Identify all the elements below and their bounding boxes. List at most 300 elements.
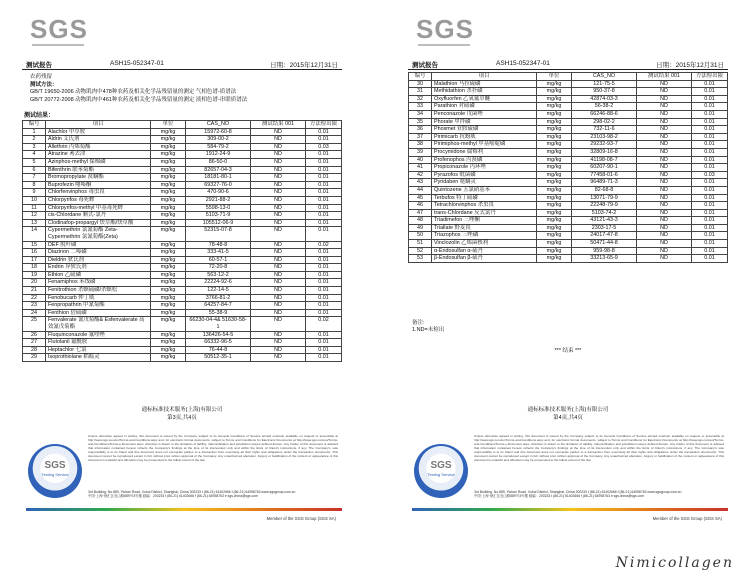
table-row: [23, 136, 342, 144]
cell-result: ND: [637, 133, 692, 141]
cell-unit: mg/kg: [537, 88, 572, 96]
cell-cas: 5598-13-0: [186, 204, 251, 212]
cell-cas: 122-14-5: [186, 287, 251, 295]
cell-cas: 55-38-9: [186, 309, 251, 317]
cell-unit: mg/kg: [537, 255, 572, 263]
cell-no: 31: [409, 88, 432, 96]
cell-no: 7: [23, 174, 46, 182]
cell-unit: mg/kg: [151, 136, 186, 144]
cell-item: Fenobucarb 仲丁威: [46, 294, 151, 302]
cell-no: 33: [409, 103, 432, 111]
table-row: [409, 148, 728, 156]
fine-print: Unless otherwise agreed in writing, this document is issued by the Company subject to its General Conditions of Service printed overleaf, available on request or accessible at http://www.sgs.com/en/Terms-and-Conditions.aspx and, for electronic format documents, subject to Terms and Conditions for Electronic Documents at http://www.sgs.com/en/Terms-and-Conditions/Terms-e-Document.aspx. Attention is drawn to the limitation of liability, indemnification and jurisdiction issues defined therein. Any holder of this document is advised that information contained hereon reflects the Company's findings at the time of its intervention only and within the limits of Client's instructions, if any. The Company's sole responsibility is to its Client and this document does not exonerate parties to a transaction from exercising all their rights and obligations under the transaction documents. This document cannot be reproduced except in full, without prior written approval of the Company. Any unauthorized alteration, forgery or falsification of the content or appearance of this document is unlawful and offenders may be prosecuted to the fullest extent of the law.: [88, 434, 338, 462]
cell-mdl: 0.01: [692, 164, 728, 172]
table-row: [23, 151, 342, 159]
cell-result: ND: [251, 354, 306, 362]
company-footer: [22, 406, 342, 422]
cell-unit: mg/kg: [537, 156, 572, 164]
report-title: 测试报告: [26, 62, 52, 69]
address-en: 3rd Building, No.889, Yishan Road, Xuhui District, Shanghai, China 200233 t (86-21) 61402666 f (86-21) 64958763 www.sgsgroup.com.cn: [474, 490, 682, 494]
header-divider: [22, 69, 342, 70]
cell-mdl: 0.03: [692, 171, 728, 179]
cell-no: 22: [23, 294, 46, 302]
cell-no: 8: [23, 181, 46, 189]
cell-no: 21: [23, 287, 46, 295]
cell-cas: 298-02-2: [572, 118, 637, 126]
table-row: [23, 196, 342, 204]
cell-mdl: 0.01: [306, 279, 342, 287]
cell-result: ND: [637, 156, 692, 164]
cell-no: 35: [409, 118, 432, 126]
cell-no: 43: [409, 179, 432, 187]
cell-item: Bromopropylate 溴螨酯: [46, 174, 151, 182]
cell-unit: mg/kg: [151, 128, 186, 136]
table-row: [409, 110, 728, 118]
table-row: [409, 202, 728, 210]
table-row: [23, 189, 342, 197]
cell-item: Pyridaben 哒螨灵: [432, 179, 537, 187]
cell-unit: mg/kg: [151, 196, 186, 204]
cell-cas: 5103-71-9: [186, 212, 251, 220]
cell-result: ND: [637, 118, 692, 126]
cell-item: Fenitrothion 杀螟硫磷/杀螟松: [46, 287, 151, 295]
table-row: [409, 171, 728, 179]
table-row: [409, 126, 728, 134]
cell-item: α-Endosulfan α-硫丹: [432, 247, 537, 255]
cell-cas: 64257-84-7: [186, 302, 251, 310]
cell-mdl: 0.01: [692, 103, 728, 111]
sgs-logo: SGS: [30, 14, 88, 44]
cell-cas: 82-68-8: [572, 186, 637, 194]
cell-no: 38: [409, 141, 432, 149]
cell-item: Fluquinconazole 氟喹唑: [46, 331, 151, 339]
cell-item: Profenophos 丙溴磷: [432, 156, 537, 164]
cell-item: Chlorfenvinphos 毒虫畏: [46, 189, 151, 197]
logo-underline: [418, 44, 470, 46]
col-result: 测试结果 001: [251, 121, 306, 129]
table-row: [409, 95, 728, 103]
cell-cas: 66246-88-6: [572, 110, 637, 118]
cell-result: ND: [251, 227, 306, 241]
color-bar: [26, 508, 342, 511]
cell-unit: mg/kg: [537, 179, 572, 187]
cell-result: ND: [637, 232, 692, 240]
cell-mdl: 0.01: [692, 88, 728, 96]
cell-mdl: 0.01: [306, 174, 342, 182]
cell-result: ND: [637, 171, 692, 179]
cell-no: 29: [23, 354, 46, 362]
cell-mdl: 0.01: [306, 264, 342, 272]
cell-unit: mg/kg: [151, 143, 186, 151]
table-row: [23, 143, 342, 151]
cell-mdl: 0.01: [306, 271, 342, 279]
table-row: [409, 103, 728, 111]
table-row: [23, 271, 342, 279]
cell-result: ND: [251, 158, 306, 166]
cell-mdl: 0.01: [306, 181, 342, 189]
cell-mdl: 0.01: [692, 202, 728, 210]
cell-mdl: 0.01: [692, 126, 728, 134]
col-cas: CAS_NO: [186, 121, 251, 129]
cell-cas: 732-11-6: [572, 126, 637, 134]
table-row: [409, 194, 728, 202]
table-row: [23, 331, 342, 339]
cell-item: Pyrazofos 吡菌磷: [432, 171, 537, 179]
cell-result: ND: [251, 143, 306, 151]
table-header-row: [23, 121, 342, 129]
cell-result: ND: [251, 339, 306, 347]
cell-result: ND: [251, 128, 306, 136]
cell-no: 23: [23, 302, 46, 310]
cell-item: Bifenthrin 联苯菊酯: [46, 166, 151, 174]
table-row: [23, 181, 342, 189]
cell-no: 9: [23, 189, 46, 197]
cell-item: Phorate 甲拌磷: [432, 118, 537, 126]
method-label: 测试方法：: [30, 81, 58, 88]
cell-result: ND: [637, 186, 692, 194]
cell-mdl: 0.01: [692, 209, 728, 217]
cell-unit: mg/kg: [151, 174, 186, 182]
cell-mdl: 0.01: [692, 179, 728, 187]
cell-cas: 66332-96-5: [186, 339, 251, 347]
cell-unit: mg/kg: [151, 287, 186, 295]
cell-result: ND: [637, 194, 692, 202]
cell-item: Azinphos-methyl 保棉磷: [46, 158, 151, 166]
cell-unit: mg/kg: [151, 204, 186, 212]
cell-cas: 78-48-8: [186, 241, 251, 249]
cell-cas: 76-44-8: [186, 346, 251, 354]
address-block: [88, 490, 338, 498]
cell-unit: mg/kg: [151, 339, 186, 347]
cell-cas: 29232-93-7: [572, 141, 637, 149]
cell-cas: 69327-76-0: [186, 181, 251, 189]
cell-cas: 86-50-0: [186, 158, 251, 166]
table-row: [409, 80, 728, 88]
cell-no: 20: [23, 279, 46, 287]
sample-label: 农药残留: [30, 74, 53, 80]
address-cn: 中国·上海·徐汇区宜山路889号3号楼 邮编：200233 t (86-21) 61402666 f (86-21) 64958763 e sgs.china@sgs.com: [88, 494, 259, 499]
cell-unit: mg/kg: [537, 95, 572, 103]
table-row: [23, 339, 342, 347]
cell-mdl: 0.01: [306, 166, 342, 174]
address-cn: 中国·上海·徐汇区宜山路889号3号楼 邮编：200233 t (86-21) 61402666 f (86-21) 64958763 e sgs.china@sgs.com: [474, 494, 645, 499]
cell-cas: 60-57-1: [186, 256, 251, 264]
cell-unit: mg/kg: [151, 227, 186, 241]
table-row: [23, 279, 342, 287]
cell-result: ND: [637, 126, 692, 134]
table-row: [409, 255, 728, 263]
cell-unit: mg/kg: [537, 80, 572, 88]
cell-item: Flutolanil 氟酰胺: [46, 339, 151, 347]
cell-cas: 2303-17-5: [572, 224, 637, 232]
cell-no: 25: [23, 317, 46, 331]
cell-unit: mg/kg: [537, 141, 572, 149]
cell-unit: mg/kg: [151, 256, 186, 264]
cell-unit: mg/kg: [151, 166, 186, 174]
col-unit: 单位: [537, 73, 572, 81]
cell-item: Chlorpyrifos-methyl 甲基毒死蜱: [46, 204, 151, 212]
cell-mdl: 0.01: [692, 224, 728, 232]
cell-unit: mg/kg: [537, 110, 572, 118]
cell-mdl: 0.01: [692, 255, 728, 263]
cell-item: Terbufos 特丁硫磷: [432, 194, 537, 202]
cell-result: ND: [251, 302, 306, 310]
cell-item: Pirimicarb 抗蚜威: [432, 133, 537, 141]
cell-mdl: 0.01: [692, 141, 728, 149]
cell-mdl: 0.01: [306, 227, 342, 241]
cell-no: 36: [409, 126, 432, 134]
cell-cas: 959-98-8: [572, 247, 637, 255]
cell-unit: mg/kg: [151, 317, 186, 331]
cell-cas: 13071-79-9: [572, 194, 637, 202]
cell-item: Triazophos 三唑磷: [432, 232, 537, 240]
cell-unit: mg/kg: [151, 294, 186, 302]
cell-result: ND: [251, 241, 306, 249]
cell-item: trans-Chlordane 反式氯丹: [432, 209, 537, 217]
report-date: 日期：2015年12月31日: [270, 62, 338, 69]
cell-item: DEF 脱叶磷: [46, 241, 151, 249]
table-row: [409, 164, 728, 172]
cell-no: 1: [23, 128, 46, 136]
cell-item: Endrin 异狄氏剂: [46, 264, 151, 272]
cell-result: ND: [251, 181, 306, 189]
cell-item: Fenpropathrin 甲氰菊酯: [46, 302, 151, 310]
report-page-4: [408, 8, 728, 553]
signature-text: Nimicollagen: [615, 555, 734, 571]
cell-no: 18: [23, 264, 46, 272]
cell-result: ND: [251, 346, 306, 354]
cell-no: 41: [409, 164, 432, 172]
table-row: [23, 309, 342, 317]
cell-cas: 43121-43-3: [572, 217, 637, 225]
report-title: 测试报告: [412, 62, 438, 69]
cell-no: 19: [23, 271, 46, 279]
cell-result: ND: [637, 103, 692, 111]
cell-unit: mg/kg: [537, 103, 572, 111]
cell-result: ND: [251, 331, 306, 339]
cell-unit: mg/kg: [537, 186, 572, 194]
cell-item: Phosmet 亚胺硫磷: [432, 126, 537, 134]
table-row: [409, 88, 728, 96]
table-row: [409, 156, 728, 164]
seal-text: SGS: [430, 460, 452, 471]
cell-item: Tetrachlorvinphos 杀虫畏: [432, 202, 537, 210]
cell-mdl: 0.01: [306, 256, 342, 264]
cell-mdl: 0.01: [692, 194, 728, 202]
cell-cas: 24017-47-8: [572, 232, 637, 240]
sgs-seal-icon: [414, 444, 468, 498]
cell-no: 37: [409, 133, 432, 141]
table-row: [23, 212, 342, 220]
cell-no: 30: [409, 80, 432, 88]
cell-result: ND: [637, 110, 692, 118]
company-footer: [408, 406, 728, 422]
cell-mdl: 0.01: [306, 204, 342, 212]
cell-mdl: 0.01: [306, 331, 342, 339]
cell-cas: 50512-35-1: [186, 354, 251, 362]
note-label: 备注:: [412, 320, 425, 326]
cell-result: ND: [637, 217, 692, 225]
cell-cas: 32809-16-8: [572, 148, 637, 156]
cell-item: Buprofezin 噻嗪酮: [46, 181, 151, 189]
cell-unit: mg/kg: [151, 331, 186, 339]
cell-item: Fenvalerate 氰戊菊酯& Esfenvalerate 高效氰戊菊酯: [46, 317, 151, 331]
col-mdl: 方法检出限: [306, 121, 342, 129]
cell-mdl: 0.01: [692, 95, 728, 103]
address-block: [474, 490, 724, 498]
header-divider: [408, 69, 728, 70]
cell-result: ND: [251, 212, 306, 220]
col-item: 项目: [46, 121, 151, 129]
company-name: 通标标准技术服务(上海)有限公司: [141, 407, 223, 413]
table-row: [409, 232, 728, 240]
cell-result: ND: [637, 202, 692, 210]
cell-item: Ethion 乙硫磷: [46, 271, 151, 279]
cell-no: 13: [23, 219, 46, 227]
table-row: [23, 158, 342, 166]
cell-no: 24: [23, 309, 46, 317]
cell-unit: mg/kg: [151, 271, 186, 279]
seal-text: SGS: [44, 460, 66, 471]
cell-mdl: 0.01: [306, 302, 342, 310]
cell-item: Clodinafop-propargyl 炔草酯/炔草酸: [46, 219, 151, 227]
cell-item: Fenthion 倍硫磷: [46, 309, 151, 317]
cell-mdl: 0.01: [306, 158, 342, 166]
cell-mdl: 0.01: [306, 309, 342, 317]
cell-mdl: 0.01: [692, 80, 728, 88]
cell-unit: mg/kg: [537, 217, 572, 225]
sgs-footer: [408, 430, 728, 540]
cell-no: 15: [23, 241, 46, 249]
cell-unit: mg/kg: [537, 247, 572, 255]
cell-mdl: 0.01: [306, 196, 342, 204]
cell-result: ND: [251, 204, 306, 212]
cell-result: ND: [637, 141, 692, 149]
cell-no: 50: [409, 232, 432, 240]
table-row: [23, 174, 342, 182]
cell-unit: mg/kg: [537, 126, 572, 134]
cell-mdl: 0.01: [692, 118, 728, 126]
cell-mdl: 0.01: [692, 133, 728, 141]
table-row: [23, 219, 342, 227]
cell-unit: mg/kg: [151, 354, 186, 362]
cell-result: ND: [251, 256, 306, 264]
company-name: 通标标准技术服务(上海)有限公司: [527, 407, 609, 413]
cell-result: ND: [251, 136, 306, 144]
cell-mdl: 0.01: [692, 240, 728, 248]
seal-subtext: Testing Service: [41, 472, 69, 477]
table-row: [409, 240, 728, 248]
cell-no: 27: [23, 339, 46, 347]
cell-mdl: 0.01: [692, 156, 728, 164]
results-table-left: [22, 110, 342, 362]
cell-mdl: 0.01: [306, 128, 342, 136]
cell-result: ND: [251, 174, 306, 182]
cell-item: Allethrin 丙烯菊酯: [46, 143, 151, 151]
table-row: [409, 217, 728, 225]
report-date: 日期：2015年12月31日: [656, 62, 724, 69]
table-row: [409, 224, 728, 232]
cell-no: 16: [23, 249, 46, 257]
cell-cas: 22224-92-6: [186, 279, 251, 287]
table-row: [23, 354, 342, 362]
cell-result: ND: [251, 166, 306, 174]
cell-item: Penconazole 戊菌唑: [432, 110, 537, 118]
member-text: Member of the SGS Group (SGS SA): [652, 516, 722, 521]
cell-cas: 333-41-5: [186, 249, 251, 257]
cell-no: 45: [409, 194, 432, 202]
cell-mdl: 0.01: [692, 148, 728, 156]
table-row: [23, 256, 342, 264]
cell-no: 6: [23, 166, 46, 174]
result-label: 测试结果：: [24, 113, 55, 119]
cell-unit: mg/kg: [151, 241, 186, 249]
cell-no: 12: [23, 212, 46, 220]
cell-item: Cypermethrin 氯氰菊酯 Zeta-Cypermethrin 氯氰菊酯(Zeta): [46, 227, 151, 241]
cell-unit: mg/kg: [151, 309, 186, 317]
table-row: [23, 204, 342, 212]
cell-mdl: 0.01: [692, 247, 728, 255]
table-row: [23, 264, 342, 272]
cell-item: Methidathion 杀扑磷: [432, 88, 537, 96]
cell-result: ND: [637, 209, 692, 217]
col-item: 项目: [432, 73, 537, 81]
cell-item: Dieldrin 狄氏剂: [46, 256, 151, 264]
table-row: [23, 241, 342, 249]
cell-no: 3: [23, 143, 46, 151]
cell-no: 32: [409, 95, 432, 103]
cell-cas: 15972-60-8: [186, 128, 251, 136]
cell-unit: mg/kg: [537, 164, 572, 172]
cell-unit: mg/kg: [537, 171, 572, 179]
cell-cas: 563-12-2: [186, 271, 251, 279]
sgs-logo: SGS: [416, 14, 474, 44]
cell-unit: mg/kg: [151, 189, 186, 197]
cell-cas: 950-37-8: [572, 88, 637, 96]
table-row: [23, 227, 342, 241]
logo-underline: [32, 44, 84, 46]
cell-no: 17: [23, 256, 46, 264]
sgs-seal-icon: [28, 444, 82, 498]
cell-cas: 66230-04-4& 51630-58-1: [186, 317, 251, 331]
cell-cas: 23103-98-2: [572, 133, 637, 141]
col-no: 编号: [409, 73, 432, 81]
cell-unit: mg/kg: [537, 224, 572, 232]
cell-mdl: 0.01: [692, 186, 728, 194]
cell-result: ND: [637, 164, 692, 172]
cell-mdl: 0.01: [692, 110, 728, 118]
cell-mdl: 0.01: [306, 212, 342, 220]
cell-unit: mg/kg: [151, 158, 186, 166]
color-bar: [412, 508, 728, 511]
cell-mdl: 0.01: [306, 249, 342, 257]
cell-no: 42: [409, 171, 432, 179]
cell-item: cis-Chlordane 顺式-氯丹: [46, 212, 151, 220]
cell-mdl: 0.02: [306, 317, 342, 331]
cell-item: Isoprothiolane 稻瘟灵: [46, 354, 151, 362]
cell-mdl: 0.01: [306, 294, 342, 302]
cell-mdl: 0.02: [306, 241, 342, 249]
cell-unit: mg/kg: [537, 118, 572, 126]
table-row: [23, 249, 342, 257]
cell-unit: mg/kg: [537, 240, 572, 248]
cell-result: ND: [251, 271, 306, 279]
cell-cas: 105512-06-9: [186, 219, 251, 227]
cell-cas: 2921-88-2: [186, 196, 251, 204]
cell-cas: 42874-03-3: [572, 95, 637, 103]
cell-mdl: 0.01: [306, 189, 342, 197]
report-page-3: [22, 8, 342, 553]
